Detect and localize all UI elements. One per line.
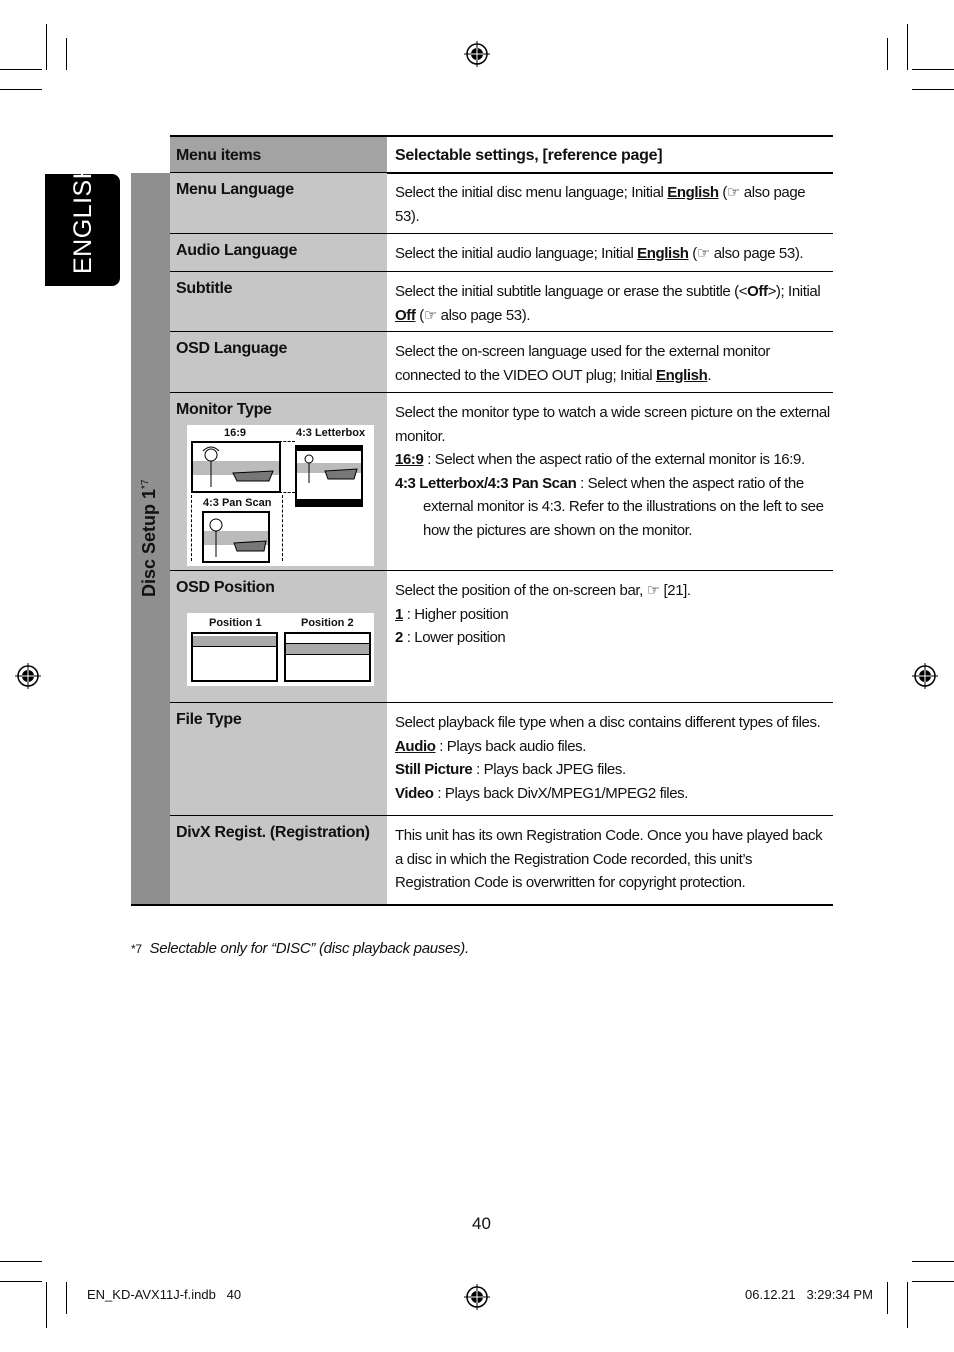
crop-mark [46,24,47,70]
crop-mark [887,1282,888,1314]
divx-registration-settings [387,816,833,904]
file-type-option-video-desc: : Plays back DivX/MPEG1/MPEG2 files. [433,784,689,802]
header-settings [387,135,833,174]
row-monitor-type [170,393,387,570]
print-date-info: 06.12.21 3:29:34 PM [745,1287,873,1302]
osd-position-label: OSD Position [176,579,275,596]
registration-mark-icon [912,663,938,689]
footnote [131,940,469,957]
crop-mark [907,1282,908,1328]
crop-mark [66,38,67,70]
audio-language-label: Audio Language [176,242,298,259]
osd-position-option-2-desc: : Lower position [402,629,506,646]
menu-language-label: Menu Language [176,181,294,198]
audio-language-text: Select the initial audio language; Initial [395,245,638,262]
osd-bar [193,636,276,647]
file-type-option-audio: Audio [395,737,436,755]
monitor-type-option-16-9-desc: : Select when the aspect ratio of the external monitor is 16:9. [423,451,805,468]
osd-language-end: . [707,366,712,384]
subtitle-default: Off [395,306,416,324]
monitor-type-intro: Select the monitor type to watch a wide screen picture on the external monitor. [395,404,830,445]
osd-position-settings [387,571,833,702]
page-number: 40 [472,1214,491,1233]
crop-mark [912,1281,954,1282]
illus-position-1-label: Position 1 [209,617,262,629]
crop-mark [887,38,888,70]
file-type-settings [387,703,833,815]
osd-language-label: OSD Language [176,340,288,357]
disc-setup-label: Disc Setup 1 [139,488,159,597]
divx-registration-text: This unit has its own Registration Code. Once you have played back a disc in which the Registration Code recorded, this unit’s Registration Code is overwritten for copyright protection. [395,827,823,891]
row-audio-language [170,234,387,271]
beach-scene-icon [193,443,279,491]
disc-setup-side-label [131,173,170,904]
language-tab [45,160,120,286]
screen-panscan [202,511,270,563]
menu-language-default: English [667,184,719,201]
divx-registration-label: DivX Regist. (Registration) [176,824,370,841]
subtitle-ref: (☞ also page 53). [415,306,531,324]
illus-panscan-label: 4:3 Pan Scan [203,497,272,509]
audio-language-default: English [637,245,689,262]
illus-position-2-label: Position 2 [301,617,354,629]
osd-position-illustration [187,613,374,686]
header-menu-items-label: Menu items [176,147,262,164]
crop-mark [907,24,908,70]
menu-language-text: Select the initial disc menu language; Initial [395,184,668,201]
crop-mark [0,1281,42,1282]
dashed-guide [279,441,295,493]
monitor-type-illustration [187,425,374,566]
crop-mark [0,89,42,90]
subtitle-label: Subtitle [176,280,233,297]
monitor-type-option-4-3-desc: : Select when the aspect ratio of the external monitor is 4:3. Refer to the illustrations on the left to see how the pictures are shown on the monitor. [423,474,824,539]
crop-mark [912,1261,954,1262]
file-type-option-still-desc: : Plays back JPEG files. [472,761,626,778]
monitor-type-settings [387,393,833,570]
osd-position-intro: Select the position of the on-screen bar, ☞ [21]. [395,582,691,599]
beach-scene-icon [297,451,361,485]
illus-16-9-label: 16:9 [224,427,247,439]
monitor-type-option-4-3: 4:3 Letterbox/4:3 Pan Scan [395,474,577,492]
osd-language-settings [387,332,833,392]
osd-position-option-2: 2 [395,629,403,646]
row-osd-position [170,571,387,702]
header-menu-items [170,135,387,174]
screen-position-2 [284,632,371,682]
file-type-intro: Select playback file type when a disc contains different types of files. [395,714,821,731]
file-type-option-video: Video [395,784,434,802]
registration-mark-icon [464,41,490,67]
osd-language-text: Select the on-screen language used for the external monitor connected to the VIDEO OUT plug; Initial [395,343,770,384]
subtitle-text: Select the initial subtitle language or erase the subtitle (< [395,283,748,300]
crop-mark [0,1261,42,1262]
footnote-mark: *7 [131,942,142,956]
row-menu-language [170,173,387,233]
row-osd-language [170,332,387,392]
row-divx-registration [170,816,387,904]
table-bottom-rule [131,904,833,906]
beach-scene-icon [204,513,268,561]
menu-language-ref: (☞ also page 53). [395,184,806,225]
crop-mark [66,1282,67,1314]
screen-position-1 [191,632,278,682]
osd-position-option-1-desc: : Higher position [402,605,509,623]
subtitle-text-2: >); Initial [767,283,821,300]
file-type-label: File Type [176,711,242,728]
audio-language-ref: (☞ also page 53). [688,245,804,262]
footnote-text: Selectable only for “DISC” (disc playback pauses). [149,940,469,957]
illus-letterbox-label: 4:3 Letterbox [296,427,366,439]
file-type-option-still: Still Picture [395,761,473,778]
osd-language-default: English [655,366,708,384]
monitor-type-label: Monitor Type [176,401,272,418]
osd-bar [286,643,369,655]
audio-language-settings [387,234,833,271]
side-footnote-ref: *7 [140,479,151,489]
osd-position-option-1: 1 [395,605,403,623]
menu-language-settings [387,173,833,233]
row-subtitle [170,272,387,331]
print-file-info: EN_KD-AVX11J-f.indb 40 [87,1287,242,1302]
crop-mark [0,69,42,70]
settings-table [131,135,833,906]
screen-letterbox [295,445,363,507]
language-tab-label: ENGLISH [69,160,97,274]
registration-mark-icon [464,1284,490,1310]
crop-mark [912,89,954,90]
file-type-option-audio-desc: : Plays back audio files. [435,737,587,755]
monitor-type-option-16-9: 16:9 [395,451,424,468]
screen-16-9 [191,441,281,493]
registration-mark-icon [15,663,41,689]
header-settings-label: Selectable settings, [reference page] [395,147,663,164]
crop-mark [912,69,954,70]
subtitle-settings [387,272,833,331]
row-file-type [170,703,387,815]
subtitle-off-option: Off [747,283,768,300]
crop-mark [46,1282,47,1328]
